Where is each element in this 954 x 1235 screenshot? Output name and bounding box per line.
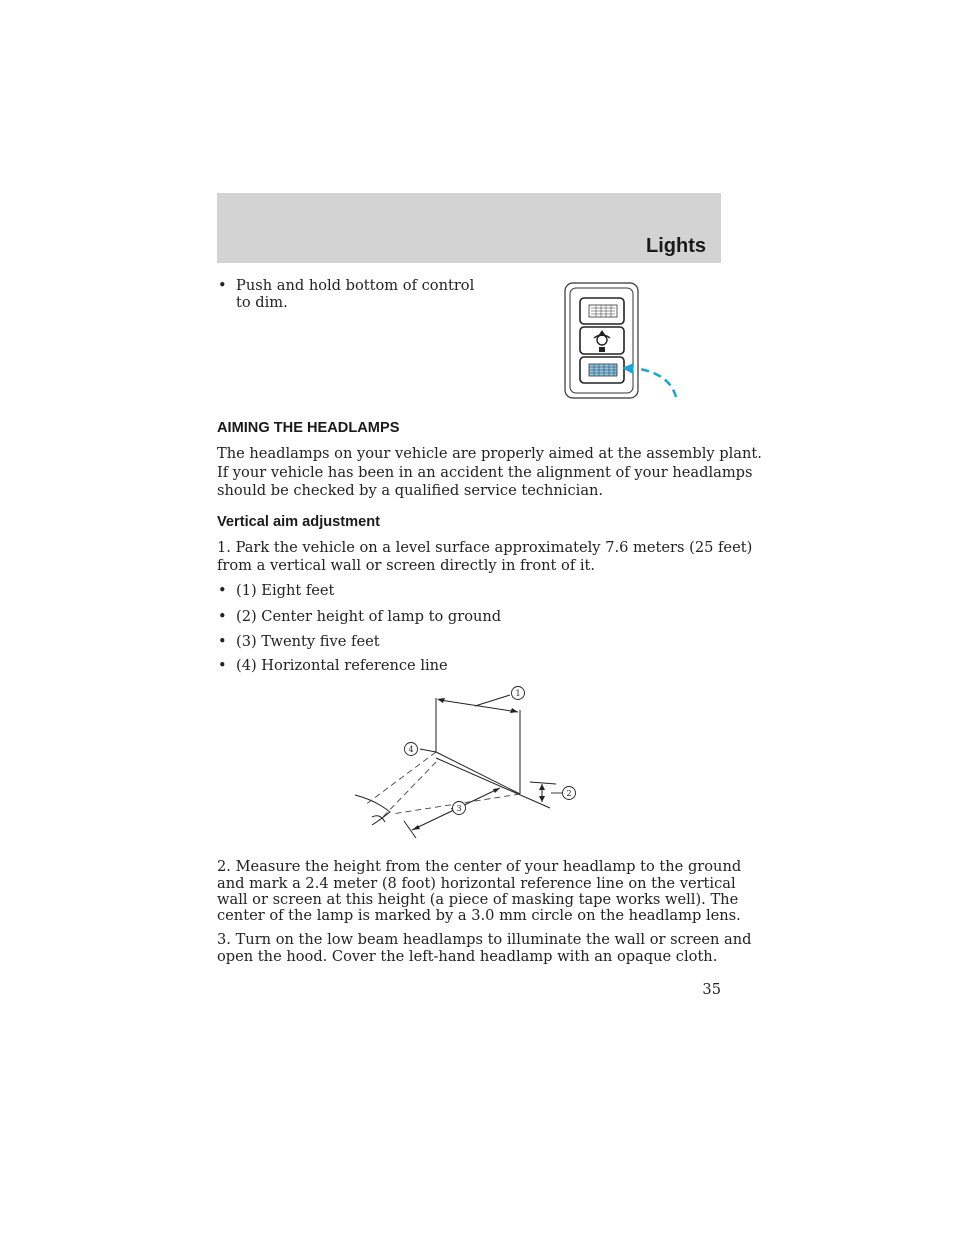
step1-line-1: 1. Park the vehicle on a level surface approximately 7.6 meters (25 feet) xyxy=(217,539,753,556)
headlamp-aiming-diagram xyxy=(350,680,590,840)
step2-line-4: center of the lamp is marked by a 3.0 mm circle on the headlamp lens. xyxy=(217,907,741,924)
step2-line-3: wall or screen at this height (a piece of masking tape works well). The xyxy=(217,891,739,908)
callout-label-3: 3 xyxy=(456,804,462,813)
legend-item-text: (4) Horizontal reference line xyxy=(236,657,448,674)
callout-label-1: 1 xyxy=(515,689,521,698)
aiming-heading: AIMING THE HEADLAMPS xyxy=(217,420,400,436)
aiming-paragraph-line-3: should be checked by a qualified service technician. xyxy=(217,482,604,499)
step3-line-2: open the hood. Cover the left-hand headlamp with an opaque cloth. xyxy=(217,948,718,965)
page-number: 35 xyxy=(702,981,721,998)
dim-instruction-line-1: Push and hold bottom of control xyxy=(236,277,475,294)
bullet-dot: • xyxy=(218,277,227,294)
bullet-dot: • xyxy=(218,582,227,599)
dimmer-control-illustration xyxy=(560,280,690,405)
vertical-aim-heading: Vertical aim adjustment xyxy=(217,514,381,530)
step2-line-1: 2. Measure the height from the center of your headlamp to the ground xyxy=(217,858,742,875)
aiming-paragraph-line-1: The headlamps on your vehicle are properly aimed at the assembly plant. xyxy=(217,445,762,462)
step1-line-2: from a vertical wall or screen directly in front of it. xyxy=(217,557,596,574)
aiming-paragraph-line-2: If your vehicle has been in an accident the alignment of your headlamps xyxy=(217,464,753,481)
bullet-dot: • xyxy=(218,657,227,674)
legend-item-text: (2) Center height of lamp to ground xyxy=(236,608,502,625)
dim-instruction-line-2: to dim. xyxy=(236,294,288,311)
callout-label-2: 2 xyxy=(566,789,572,798)
section-title: Lights xyxy=(646,235,706,257)
legend-item-text: (3) Twenty five feet xyxy=(236,633,380,650)
callout-label-4: 4 xyxy=(408,745,414,754)
bullet-dot: • xyxy=(218,633,227,650)
step2-line-2: and mark a 2.4 meter (8 foot) horizontal reference line on the vertical xyxy=(217,875,736,892)
step3-line-1: 3. Turn on the low beam headlamps to illuminate the wall or screen and xyxy=(217,931,752,948)
legend-item-text: (1) Eight feet xyxy=(236,582,335,599)
bullet-dot: • xyxy=(218,608,227,625)
section-header-band xyxy=(217,193,721,263)
dim-arrow-icon xyxy=(640,369,676,397)
